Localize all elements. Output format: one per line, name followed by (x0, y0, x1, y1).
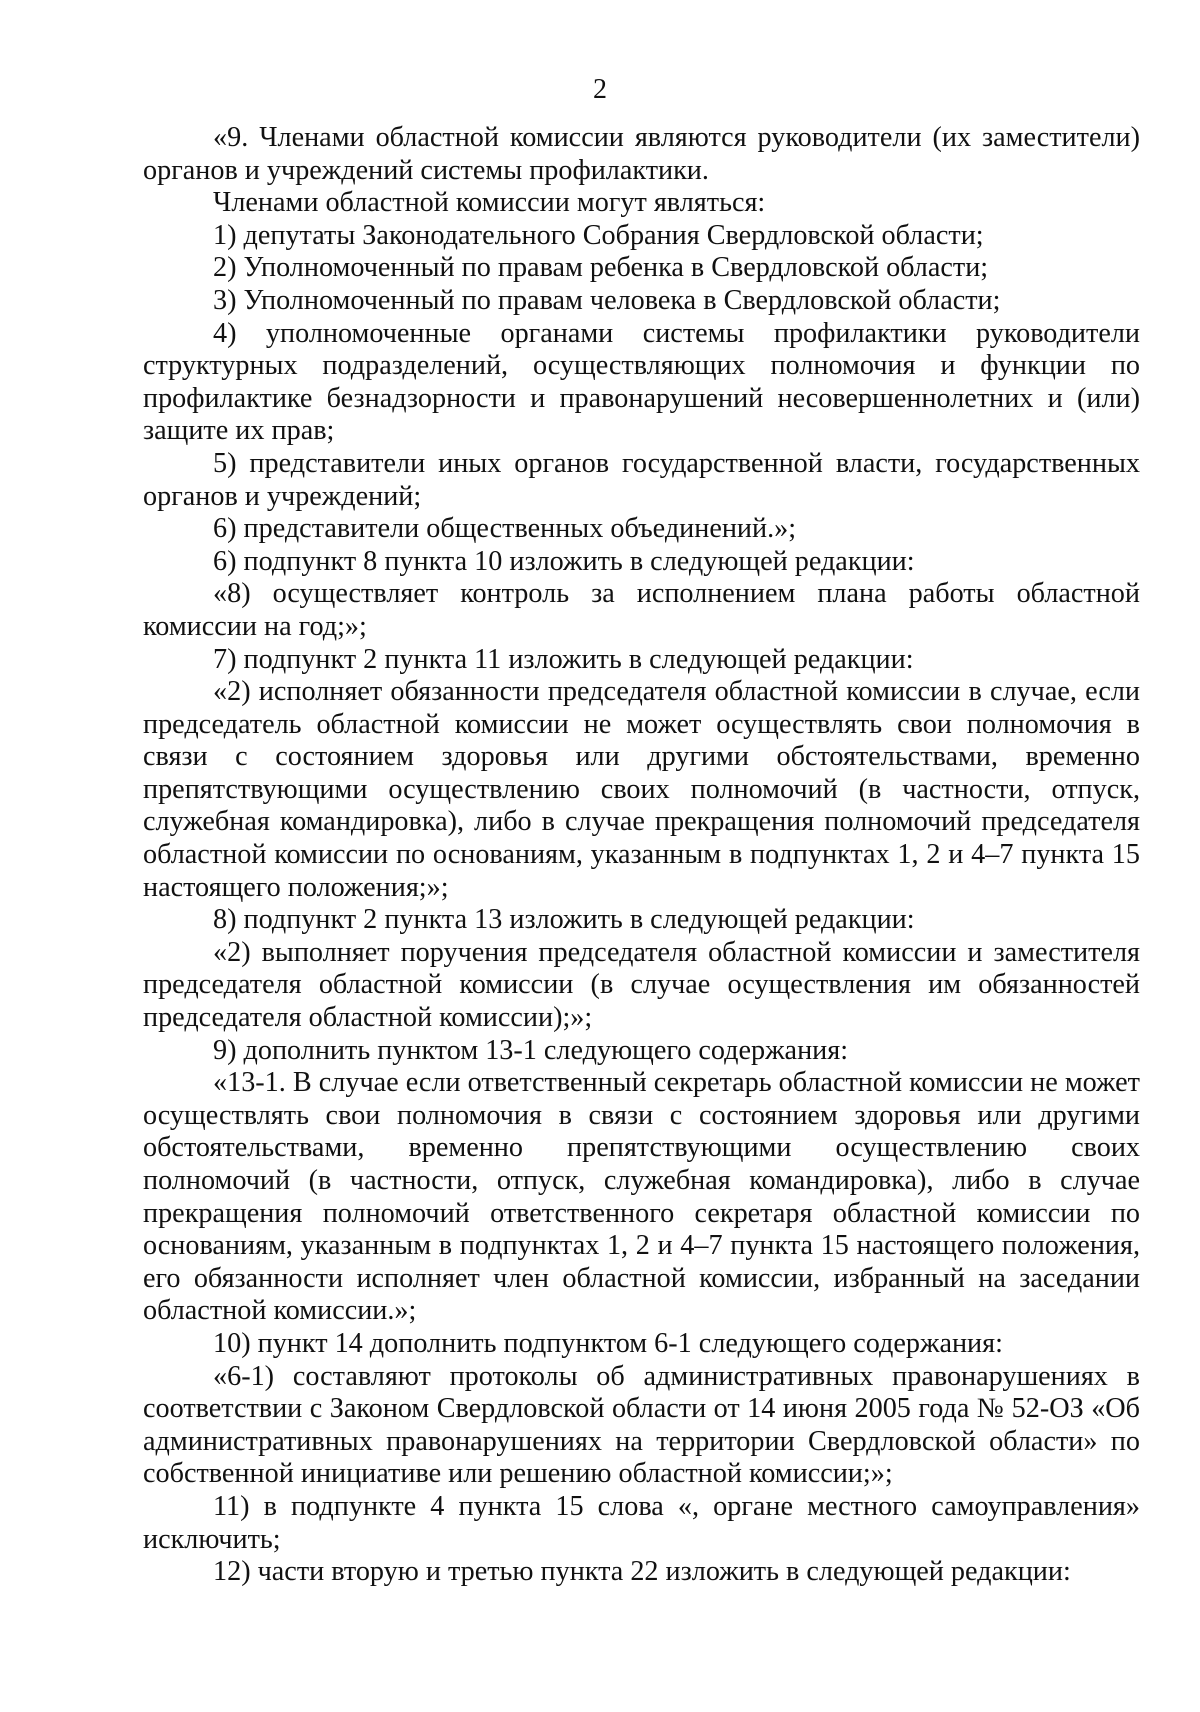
paragraph: «13-1. В случае если ответственный секретарь областной комиссии не может осуществлять свои полномочия в связи с состоянием здоровья или другими обстоятельствами, временно препятствующими осуществлению своих полномочий (в частности, отпуск, служебная командировка), либо в случае прекращения полномочий ответственного секретаря областной комиссии по основаниям, указанным в подпунктах 1, 2 и 4–7 пункта 15 настоящего положения, его обязанности исполняет член областной комиссии, избранный на заседании областной комиссии.»; (143, 1067, 1140, 1327)
paragraph: 3) Уполномоченный по правам человека в Свердловской области; (213, 284, 1001, 316)
page-number: 2 (593, 74, 607, 105)
paragraph: 12) части вторую и третью пункта 22 изложить в следующей редакции: (213, 1556, 1071, 1588)
paragraph: 4) уполномоченные органами системы профилактики руководители структурных подразделений, осуществляющих полномочия и функции по профилактике безнадзорности и правонарушений несовершеннолетних и (или) защите их прав; (143, 317, 1140, 447)
paragraph: «2) выполняет поручения председателя областной комиссии и заместителя председателя областной комиссии (в случае осуществления им обязанностей председателя областной комиссии);»; (143, 936, 1140, 1034)
paragraph: 10) пункт 14 дополнить подпунктом 6-1 следующего содержания: (213, 1327, 1003, 1359)
paragraph: 2) Уполномоченный по правам ребенка в Свердловской области; (213, 252, 989, 284)
document-body (143, 122, 1140, 1589)
paragraph: «2) исполняет обязанности председателя областной комиссии в случае, если председатель областной комиссии не может осуществлять свои полномочия в связи с состоянием здоровья или другими обстоятельствами, временно препятствующими осуществлению своих полномочий (в частности, отпуск, служебная командировка), либо в случае прекращения полномочий председателя областной комиссии по основаниям, указанным в подпунктах 1, 2 и 4–7 пункта 15 настоящего положения;»; (143, 676, 1140, 903)
paragraph: 1) депутаты Законодательного Собрания Свердловской области; (213, 219, 984, 251)
paragraph: 11) в подпункте 4 пункта 15 слова «, органе местного самоуправления» исключить; (143, 1490, 1140, 1555)
paragraph: 9) дополнить пунктом 13-1 следующего содержания: (213, 1034, 849, 1066)
paragraph: 6) подпункт 8 пункта 10 изложить в следующей редакции: (213, 545, 915, 577)
paragraph: 7) подпункт 2 пункта 11 изложить в следующей редакции: (213, 643, 914, 675)
paragraph: «9. Членами областной комиссии являются руководители (их заместители) органов и учреждений системы профилактики. (143, 122, 1140, 186)
paragraph: «8) осуществляет контроль за исполнением плана работы областной комиссии на год;»; (143, 578, 1140, 642)
paragraph: 8) подпункт 2 пункта 13 изложить в следующей редакции: (213, 904, 915, 936)
paragraph: 5) представители иных органов государственной власти, государственных органов и учреждений; (143, 447, 1140, 512)
paragraph: Членами областной комиссии могут являться: (213, 187, 766, 219)
paragraph: «6-1) составляют протоколы об административных правонарушениях в соответствии с Законом Свердловской области от 14 июня 2005 года № 52-ОЗ «Об административных правонарушениях на территории Свердловской области» по собственной инициативе или решению областной комиссии;»; (143, 1360, 1140, 1490)
paragraph: 6) представители общественных объединений.»; (213, 513, 797, 545)
